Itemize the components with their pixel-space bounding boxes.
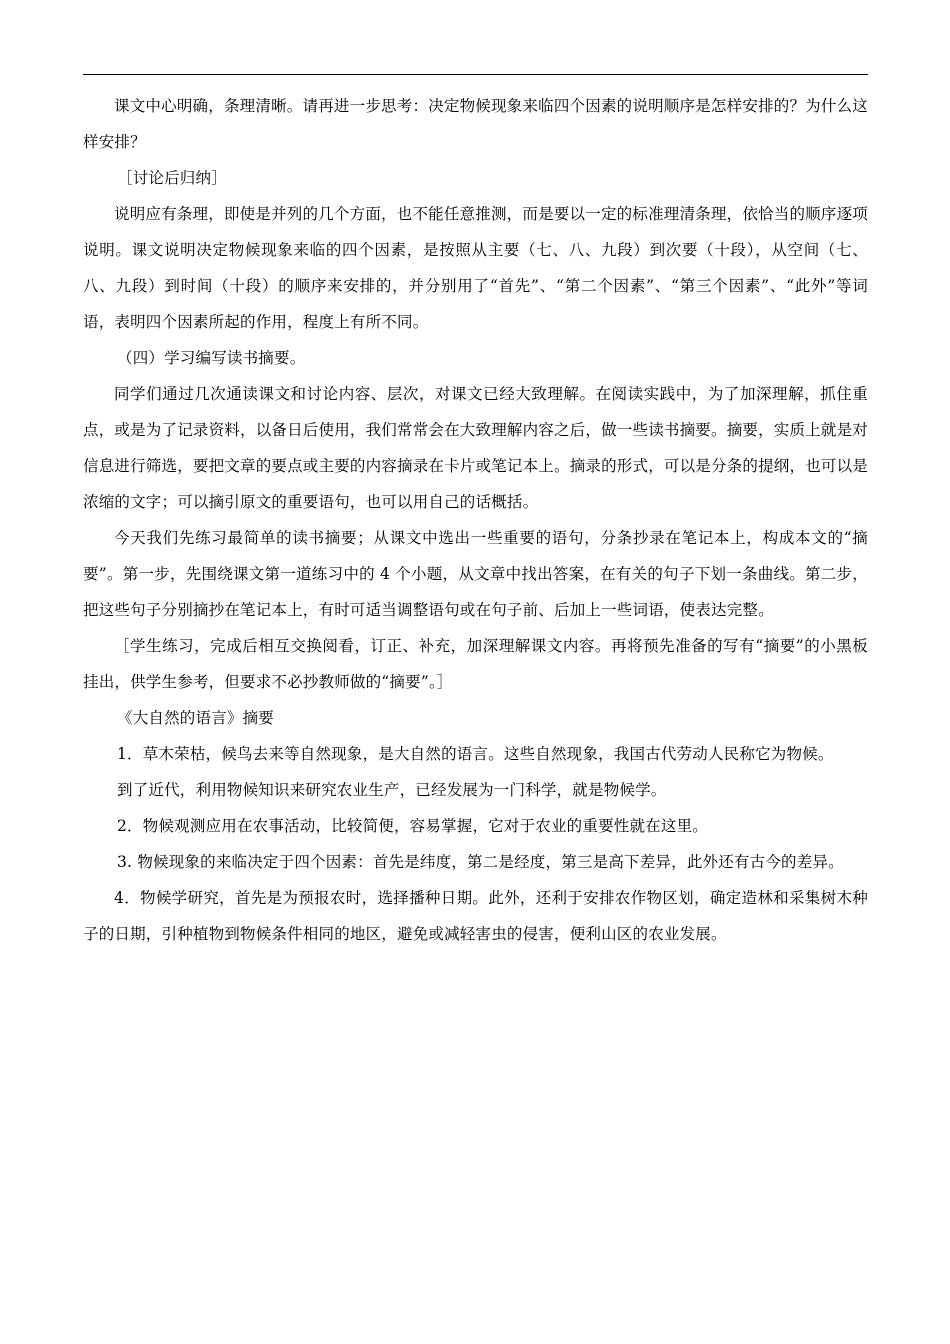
paragraph-abstract-intro: 同学们通过几次通读课文和讨论内容、层次，对课文已经大致理解。在阅读实践中，为了加深理解，抓住重点，或是为了记录资料，以备日后使用，我们常常会在大致理解内容之后，做一些读书摘要。摘要，实质上就是对信息进行筛选，要把文章的要点或主要的内容摘录在卡片或笔记本上。摘录的形式，可以是分条的提纲，也可以是浓缩的文字；可以摘引原文的重要语句，也可以用自己的话概括。 [83,385,869,511]
header-rule [83,74,868,75]
abstract-title: 《大自然的语言》摘要 [117,709,275,727]
abstract-item-4: 4．物候学研究，首先是为预报农时，选择播种日期。此外，还利于安排农作物区划，确定造林和采集树木种子的日期，引种植物到物候条件相同的地区，避免或减轻害虫的侵害，便利山区的农业发展。 [83,889,868,943]
paragraph-question: 课文中心明确，条理清晰。请再进一步思考：决定物候现象来临四个因素的说明顺序是怎样安排的？为什么这样安排？ [83,97,868,151]
abstract-item-1-continued: 到了近代，利用物候知识来研究农业生产，已经发展为一门科学，就是物候学。 [117,781,667,799]
abstract-item-1: 1．草木荣枯，候鸟去来等自然现象，是大自然的语言。这些自然现象，我国古代劳动人民称它为物候。 [117,745,834,763]
student-practice-note: ［学生练习，完成后相互交换阅看，订正、补充，加深理解课文内容。再将预先准备的写有“摘要”的小黑板挂出，供学生参考，但要求不必抄教师做的“摘要”。］ [83,637,868,691]
paragraph-order-explanation: 说明应有条理，即使是并列的几个方面，也不能任意推测，而是要以一定的标准理清条理，依恰当的顺序逐项说明。课文说明决定物候现象来临的四个因素，是按照从主要（七、八、九段）到次要（十段），从空间（七、八、九段）到时间（十段）的顺序来安排的，并分别用了“首先”、“第二个因素”、“第三个因素”、“此外”等词语，表明四个因素所起的作用，程度上有所不同。 [83,205,868,331]
paragraph-practice-steps: 今天我们先练习最简单的读书摘要；从课文中选出一些重要的语句，分条抄录在笔记本上，构成本文的“摘要”。第一步，先围绕课文第一道练习中的 4 个小题，从文章中找出答案，在有关的句子下划一条曲线。第二步，把这些句子分别摘抄在笔记本上，有时可适当调整语句或在句子前、后加上一些词语，使表达完整。 [83,529,868,619]
abstract-item-3: 3. 物候现象的来临决定于四个因素：首先是纬度，第二是经度，第三是高下差异，此外还有古今的差异。 [117,853,844,871]
document-body [83,88,868,952]
section-heading-4: （四）学习编写读书摘要。 [117,349,306,367]
abstract-item-2: 2．物候观测应用在农事活动，比较简便，容易掌握，它对于农业的重要性就在这里。 [117,817,708,835]
discussion-note: ［讨论后归纳］ [117,169,227,187]
